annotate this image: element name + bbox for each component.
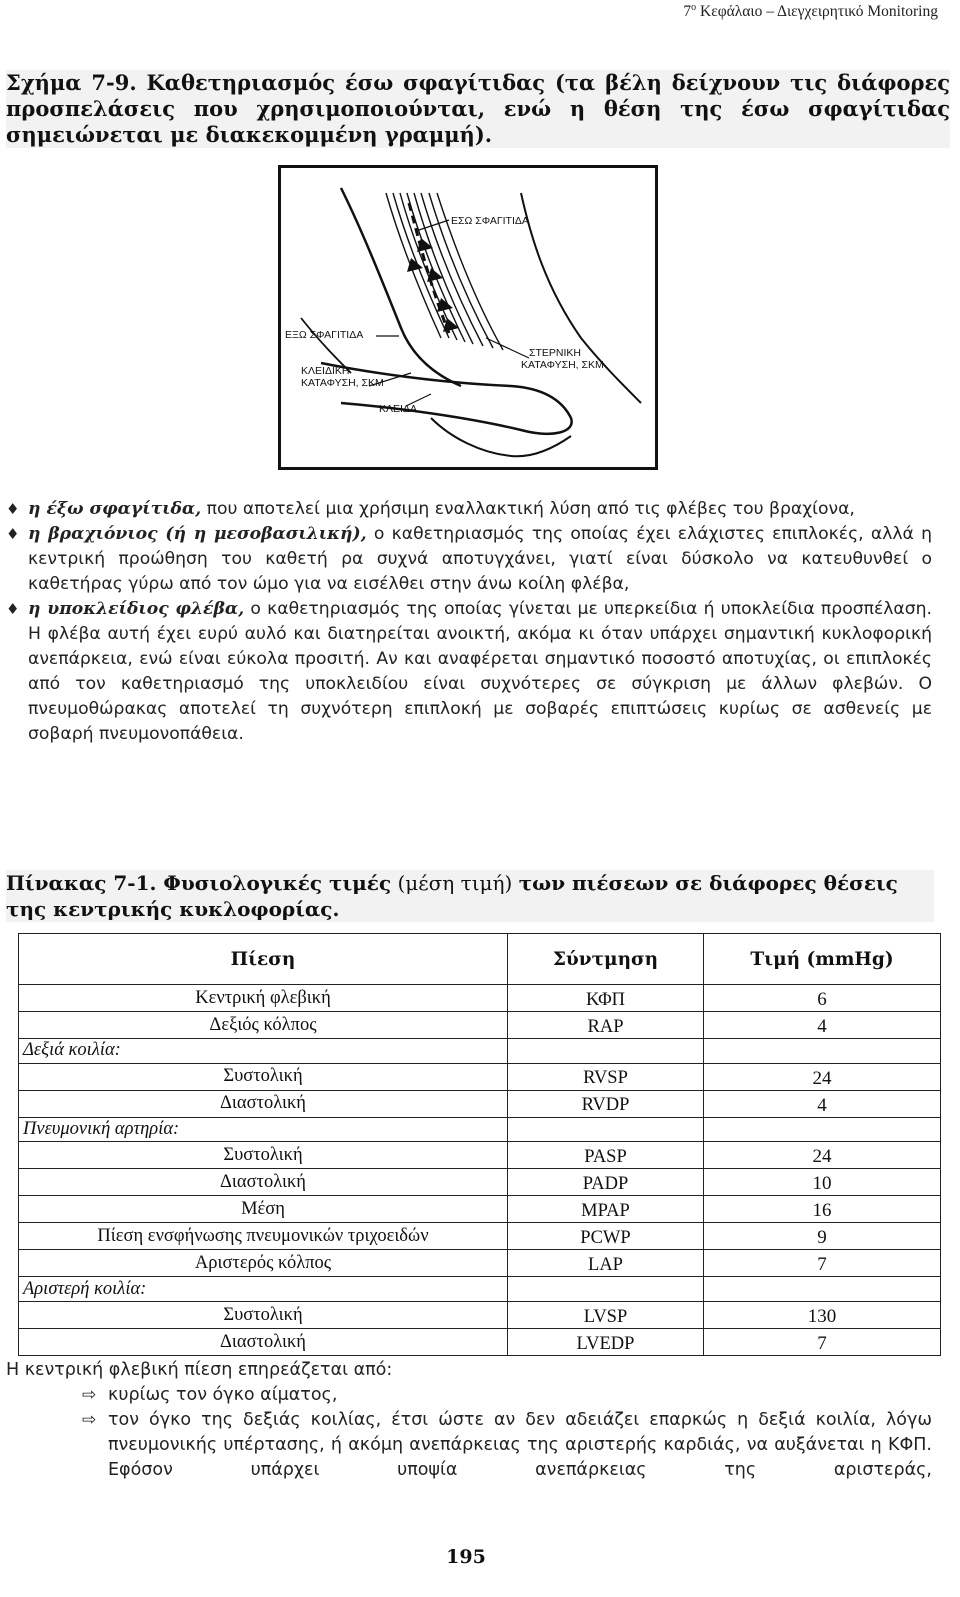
pressure-name-cell: Αριστερός κόλπος [19,1250,508,1277]
table-row [19,1090,941,1117]
table-row [19,1250,941,1277]
pressure-name-cell: Μέση [19,1196,508,1223]
page-number: 195 [446,1546,486,1568]
pressure-name-cell: Διαστολική [19,1090,508,1117]
cvp-factors [6,1358,932,1483]
cvp-intro: Η κεντρική φλεβική πίεση επηρεάζεται από: [6,1360,393,1380]
column-header: Τιμή (mmHg) [704,934,941,985]
group-label: Αριστερή κοιλία: [19,1277,508,1302]
abbreviation-cell-text: PCWP [580,1227,631,1248]
value-cell-text: 9 [817,1227,827,1249]
pressure-name-cell: Πίεση ενσφήνωσης πνευμονικών τριχοειδών [19,1223,508,1250]
abbreviation-cell [508,985,704,1012]
value-cell [704,1250,941,1277]
abbreviation-cell-text: LVSP [583,1306,628,1327]
table-header-row [19,934,941,985]
arrow-right-icon: ⇨ [82,1410,97,1430]
table-row [19,1142,941,1169]
figure-caption: Σχήμα 7-9. Καθετηριασμός έσω σφαγίτιδας (τα βέλη δείχνουν τις διάφορες προσπελάσεις που χρησιμοποιούνται, ενώ η θέση της έσω σφαγίτιδας σημειώνεται με διακεκομμένη γραμμή). [6,70,950,147]
pressure-name-cell: Συστολική [19,1302,508,1329]
abbreviation-cell [508,1063,704,1090]
abbreviation-cell [508,1329,704,1356]
diamond-bullet-icon: ♦ [6,500,20,518]
value-cell-text: 6 [817,989,827,1010]
abbreviation-cell-text: RVDP [581,1095,630,1116]
value-cell-text: 24 [812,1146,832,1168]
access-sites-list [6,497,932,747]
table-row [19,1302,941,1329]
abbreviation-cell [508,1196,704,1223]
anatomy-figure [278,165,658,470]
abbreviation-cell-text: LVEDP [576,1333,635,1354]
abbreviation-cell-text: PASP [584,1146,627,1167]
table-cell [704,1039,941,1064]
table-row [19,1063,941,1090]
value-cell-text: 7 [817,1333,827,1355]
label-internal-jugular: ΕΣΩ ΣΦΑΓΙΤΙΔΑ [451,215,529,227]
list-item: ♦ η έξω σφαγίτιδα, που αποτελεί μια χρήσιμη εναλλακτική λύση από τις φλέβες του βραχίονα, [6,497,932,522]
value-cell-text: 16 [812,1200,832,1222]
table-cell [508,1277,704,1302]
value-cell [704,1196,941,1223]
abbreviation-cell-text: MPAP [581,1200,630,1221]
list-item: ⇨ κυρίως τον όγκο αίματος, [6,1383,932,1408]
abbreviation-cell [508,1169,704,1196]
value-cell-text: 7 [817,1254,827,1276]
abbreviation-cell-text: ΚΦΠ [586,989,625,1010]
value-cell-text: 4 [817,1094,827,1116]
group-label: Δεξιά κοιλία: [19,1039,508,1064]
arrow-right-icon: ⇨ [82,1385,97,1405]
table-group-row [19,1277,941,1302]
pressure-name-cell: Συστολική [19,1063,508,1090]
abbreviation-cell [508,1012,704,1039]
value-cell [704,1012,941,1039]
table-cell [704,1117,941,1142]
running-header: $7^o$ Κεφάλαιο – Διεγχειρητικό Monitoring [683,2,938,21]
diamond-bullet-icon: ♦ [6,600,20,618]
pressure-name-cell: Διαστολική [19,1169,508,1196]
table-group-row [19,1117,941,1142]
table-row [19,1169,941,1196]
table-caption: Πίνακας 7-1. Φυσιολογικές τιμές (μέση τιμή) των πιέσεων σε διάφορες θέσεις της κεντρικής κυκλοφορίας. [6,870,934,922]
abbreviation-cell-text: RAP [587,1016,624,1037]
value-cell-text: 130 [807,1306,837,1328]
list-item: ⇨ τον όγκο της δεξιάς κοιλίας, έτσι ώστε αν δεν αδειάζει επαρκώς η δεξιά κοιλία, λόγω πνευμονικής υπέρτασης, ή ακόμη ανεπάρκειας της αριστερής καρδιάς, να αυξάνεται η ΚΦΠ. Εφόσον υπάρχει υποψία ανεπάρκειας της αριστεράς, [82,1410,932,1480]
pressure-name-cell: Συστολική [19,1142,508,1169]
table-row [19,1196,941,1223]
value-cell [704,985,941,1012]
value-cell [704,1169,941,1196]
table-group-row [19,1039,941,1064]
abbreviation-cell-text: PADP [582,1173,629,1194]
label-clavicular-head-1: ΚΛΕΙΔΙΚΗ [301,365,350,377]
value-cell [704,1090,941,1117]
label-external-jugular: ΕΞΩ ΣΦΑΓΙΤΙΔΑ [285,329,364,341]
label-clavicular-head-2: ΚΑΤΑΦΥΣΗ, ΣΚΜ [301,377,384,389]
pressure-values-table [18,933,941,1356]
list-item: ♦ η υποκλείδιος φλέβα, ο καθετηριασμός της οποίας γίνεται με υπερκείδια ή υποκλείδια προσπέλαση. Η φλέβα αυτή έχει ευρύ αυλό και διατηρείται ανοικτή, ακόμα κι όταν υπάρχει σημαντική κυκλοφορική ανεπάρκεια, ενώ είναι εύκολα προσιτή. Αν και αναφέρεται σημαντικό ποσοστό αποτυχίας, οι επιπλοκές από τον καθετηριασμό της υποκλειδίου είναι συχνότερες σε σύγκριση με άλλων φλεβών. Ο πνευμοθώρακας αποτελεί τη συχνότερη επιπλοκή με σοβαρές επιπτώσεις κυρίως σε ασθενείς με σοβαρή πνευμονοπάθεια. [6,599,932,744]
table-cell [508,1117,704,1142]
value-cell [704,1063,941,1090]
abbreviation-cell [508,1250,704,1277]
column-header: Σύντμηση [508,934,704,985]
abbreviation-cell [508,1142,704,1169]
table-row [19,1012,941,1039]
pressure-name-cell: Δεξιός κόλπος [19,1012,508,1039]
group-label: Πνευμονική αρτηρία: [19,1117,508,1142]
label-sternal-head-2: ΚΑΤΑΦΥΣΗ, ΣΚΜ [521,359,604,371]
table-row [19,1329,941,1356]
abbreviation-cell [508,1090,704,1117]
abbreviation-cell-text: RVSP [583,1068,628,1089]
abbreviation-cell-text: LAP [588,1254,623,1275]
value-cell [704,1329,941,1356]
diamond-bullet-icon: ♦ [6,525,20,543]
abbreviation-cell [508,1302,704,1329]
value-cell [704,1142,941,1169]
value-cell-text: 4 [817,1016,827,1037]
value-cell [704,1223,941,1250]
value-cell-text: 10 [812,1173,832,1195]
column-header: Πίεση [19,934,508,985]
neck-anatomy-drawing [281,168,655,467]
table-cell [508,1039,704,1064]
abbreviation-cell [508,1223,704,1250]
value-cell-text: 24 [812,1067,832,1089]
table-cell [704,1277,941,1302]
table-row [19,985,941,1012]
pressure-name-cell: Διαστολική [19,1329,508,1356]
label-sternal-head-1: ΣΤΕΡΝΙΚΗ [529,347,581,359]
label-clavicle: ΚΛΕΙΔΑ [379,403,417,415]
value-cell [704,1302,941,1329]
pressure-name-cell: Κεντρική φλεβική [19,985,508,1012]
list-item: ♦ η βραχιόνιος (ή η μεσοβασιλική), ο καθετηριασμός της οποίας έχει ελάχιστες επιπλοκές, αλλά η κεντρική προώθηση του καθετή ρα συχνά αποτυγχάνει, γιατί είναι δύσκολο να κατευθυνθεί ο καθετήρας γύρω από τον ώμο για να εισέλθει στην άνω κοίλη φλέβα, [6,524,932,594]
table-row [19,1223,941,1250]
